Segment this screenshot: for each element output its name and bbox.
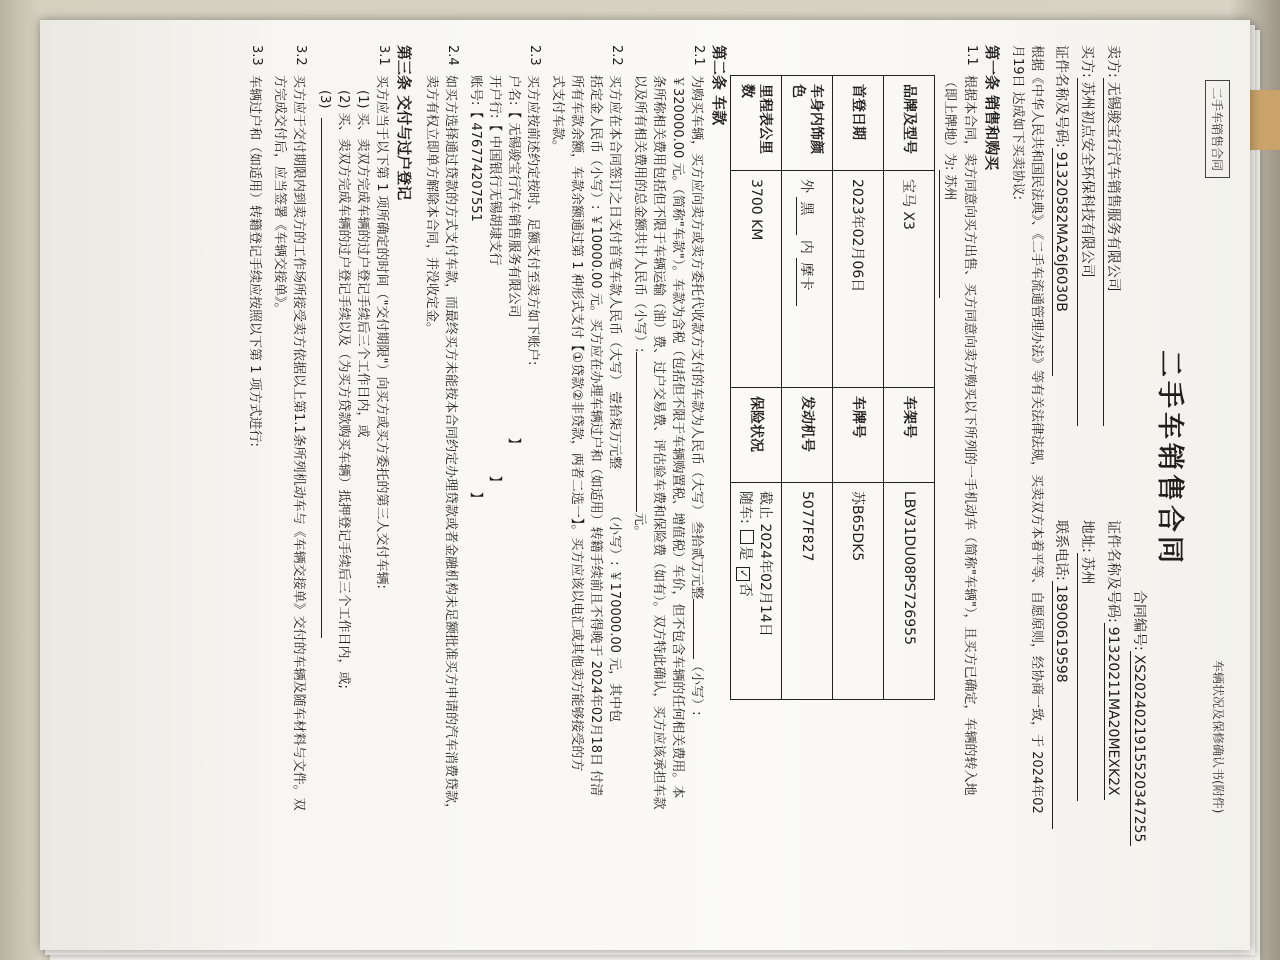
clause-1-1-text: 根据本合同，卖方同意向买方出售、买方同意向卖方购买以下所列的一手机动车（简称"车辆"），且买方已确定，车辆的转入地	[962, 75, 977, 796]
clause-2-2-line-1: 买方应在本合同签订之日支付首笔车款人民币（大写） 壹拾柒万元整（小写）: ￥170000.00 元，其中包	[607, 75, 622, 723]
clause-2-4-line-1: 如买方选择通过贷款的方式支付车款，而最终买方未能按本合同约定办理贷款或者金融机构未足额批准买方申请的汽车消费贷款，	[443, 75, 458, 817]
clause-2-1-line-4: 以及所有相关费用的总金额共计人民币（小写）:元。	[632, 75, 647, 539]
table-row	[884, 76, 935, 700]
insurance-yes-checkbox[interactable]	[740, 530, 754, 544]
article-2-heading: 第二条 车款	[710, 45, 728, 126]
preamble-line-2: 月19日 达成如下买卖协议:	[1010, 45, 1025, 201]
reg-date-value: 2023年02月06日	[833, 171, 884, 388]
clause-3-1-option-1: (1) 买、卖双方完成车辆的过户登记手续后三个工作日内，或	[355, 90, 370, 438]
clause-3-3-line-1: 车辆过户和（如适用）转籍登记手续应按照以下第 1 项方式进行:	[247, 75, 262, 447]
plate-label: 车牌号	[833, 388, 884, 483]
table-row	[833, 76, 884, 700]
article-3-heading: 第三条 交付与过户登记	[395, 45, 413, 201]
clause-2-2-number: 2.2	[609, 45, 624, 66]
engine-label: 发动机号	[782, 388, 833, 483]
clause-3-2-line-2: 方完成交付后，应当签署《车辆交接单》。	[272, 75, 287, 316]
engine-value: 5077F827	[782, 483, 833, 700]
clause-3-3-number: 3.3	[249, 45, 264, 66]
clause-2-3-line-1: 买方应按前述约定按时、足额支付至卖方如下账户:	[525, 75, 540, 366]
clause-2-2-line-2: 括定金人民币（小写）: ￥10000.00 元。买方应在办理车辆过户和（如适用）转籍手续前且不得晚于 2024年02月18日 付清	[588, 75, 603, 797]
clause-2-2-line-3: 所有车款余额，车款余额通过第 1 种形式支付【①贷款②非贷款，两者二选一】。买方应该以电汇或其他卖方能够接受的方	[569, 75, 584, 772]
brand-label: 品牌及型号	[884, 76, 935, 171]
seller-line: 卖方:无锡骏宝行汽车销售服务有限公司	[1103, 45, 1124, 426]
insurance-value: 截止 2024年02月14日 随车: 是 ✓否	[731, 483, 782, 700]
buyer-id-line: 证件名称及号码:91320582MA26J6030B	[1052, 45, 1072, 376]
clause-1-1-number: 1.1	[964, 45, 979, 66]
plate-value: 苏B65DK5	[833, 483, 884, 700]
clause-2-4-line-2: 卖方有权立即单方解除本合同，并没收定金。	[424, 75, 439, 336]
clause-3-1-line-1: 买方应当于以下第 1 项所确定的时间（"交付期限"）向买方或买方委托的第三人交付车辆:	[374, 75, 389, 589]
account-name-line: 户名:【 无锡骏宝行汽车销售服务有限公司】	[506, 75, 521, 451]
mileage-value: 3700 KM	[731, 171, 782, 388]
reg-date-label: 首登日期	[833, 76, 884, 171]
insurance-no-checkbox[interactable]: ✓	[736, 567, 750, 581]
vin-label: 车架号	[884, 388, 935, 483]
preamble-line-1: 根据《中华人民共和国民法典》、《二手车流通管理办法》等有关法律法规，买卖双方本着平等、自愿原则，经协商一致，于 2024年02	[1029, 45, 1044, 814]
buyer-line: 买方:苏州初点安全环保科技有限公司	[1077, 45, 1098, 426]
clause-3-1-number: 3.1	[376, 45, 391, 66]
contract-number: 合同编号:XS2024021915520347255	[1130, 590, 1150, 846]
table-row	[782, 76, 833, 700]
clause-1-1-destination: （即上牌地）为:苏州	[939, 75, 959, 298]
clause-2-1-line-1: 为购买车辆，买方应向卖方或卖方委托代收款方支付的车款为人民币（大写） 叁拾贰万元整（小写）:	[689, 75, 704, 716]
mileage-label: 里程表公里数	[731, 76, 782, 171]
clause-2-3-number: 2.3	[527, 45, 542, 66]
vehicle-info-table	[730, 75, 935, 700]
attachment-note: 车辆状况及保修确认书(附件)	[1211, 660, 1225, 814]
clause-2-1-number: 2.1	[691, 45, 706, 66]
account-number-line: 账号:【 476774207551】	[468, 75, 483, 505]
clause-3-2-number: 3.2	[293, 45, 308, 66]
header-box-label: 二手车销售合同	[1205, 80, 1230, 178]
clause-3-1-option-3: (3)	[315, 90, 334, 638]
insurance-label: 保险状况	[731, 388, 782, 483]
brand-value: 宝马 X3	[884, 171, 935, 388]
vin-value: LBV31DU08PS726955	[884, 483, 935, 700]
clause-3-2-line-1: 买方应于交付期限内到卖方的工作场所接受卖方依据以上第1.1条所列机动车与《车辆交接单》交付的车辆及随车材料与文件。双	[291, 75, 306, 811]
buyer-phone-line: 联系电话:18900619598	[1052, 520, 1072, 829]
buyer-name: 苏州初点安全环保科技有限公司	[1077, 78, 1098, 426]
clause-2-1-line-3: 条所称相关费用包括但不限于车辆运输（油）费、过户交易费、评估验车费和保险费（如有）。双方特此确认，买方应该承担车款	[651, 75, 666, 810]
table-row	[731, 76, 782, 700]
seller-id-line: 证件名称及号码:91320211MA20MEXK2X	[1104, 520, 1124, 800]
page-title: 二手车销售合同	[1154, 350, 1185, 567]
color-value: 外 黑 内 摩卡	[782, 171, 833, 388]
article-1-heading: 第一条 销售和购买	[983, 45, 1001, 171]
clause-3-1-option-2: (2) 买、卖双方完成车辆的过户登记手续以及（为买方贷款购买车辆）抵押登记手续后三个工作日内，或;	[336, 90, 351, 689]
buyer-address-line: 地址:苏州	[1077, 520, 1098, 801]
seller-name: 无锡骏宝行汽车销售服务有限公司	[1103, 78, 1124, 426]
clause-2-4-number: 2.4	[445, 45, 460, 66]
account-bank-line: 开户行:【 中国银行无锡胡埭支行】	[487, 75, 502, 489]
clause-2-1-line-2: ￥320000.00 元。（简称"车款"）。车款为含税（包括但不限于车辆购置税、增值税）车价，但不包含车辆的任何相关费用。本	[670, 75, 685, 799]
clause-2-2-line-4: 式支付车款。	[550, 75, 565, 154]
color-label: 车身内饰颜色	[782, 76, 833, 171]
